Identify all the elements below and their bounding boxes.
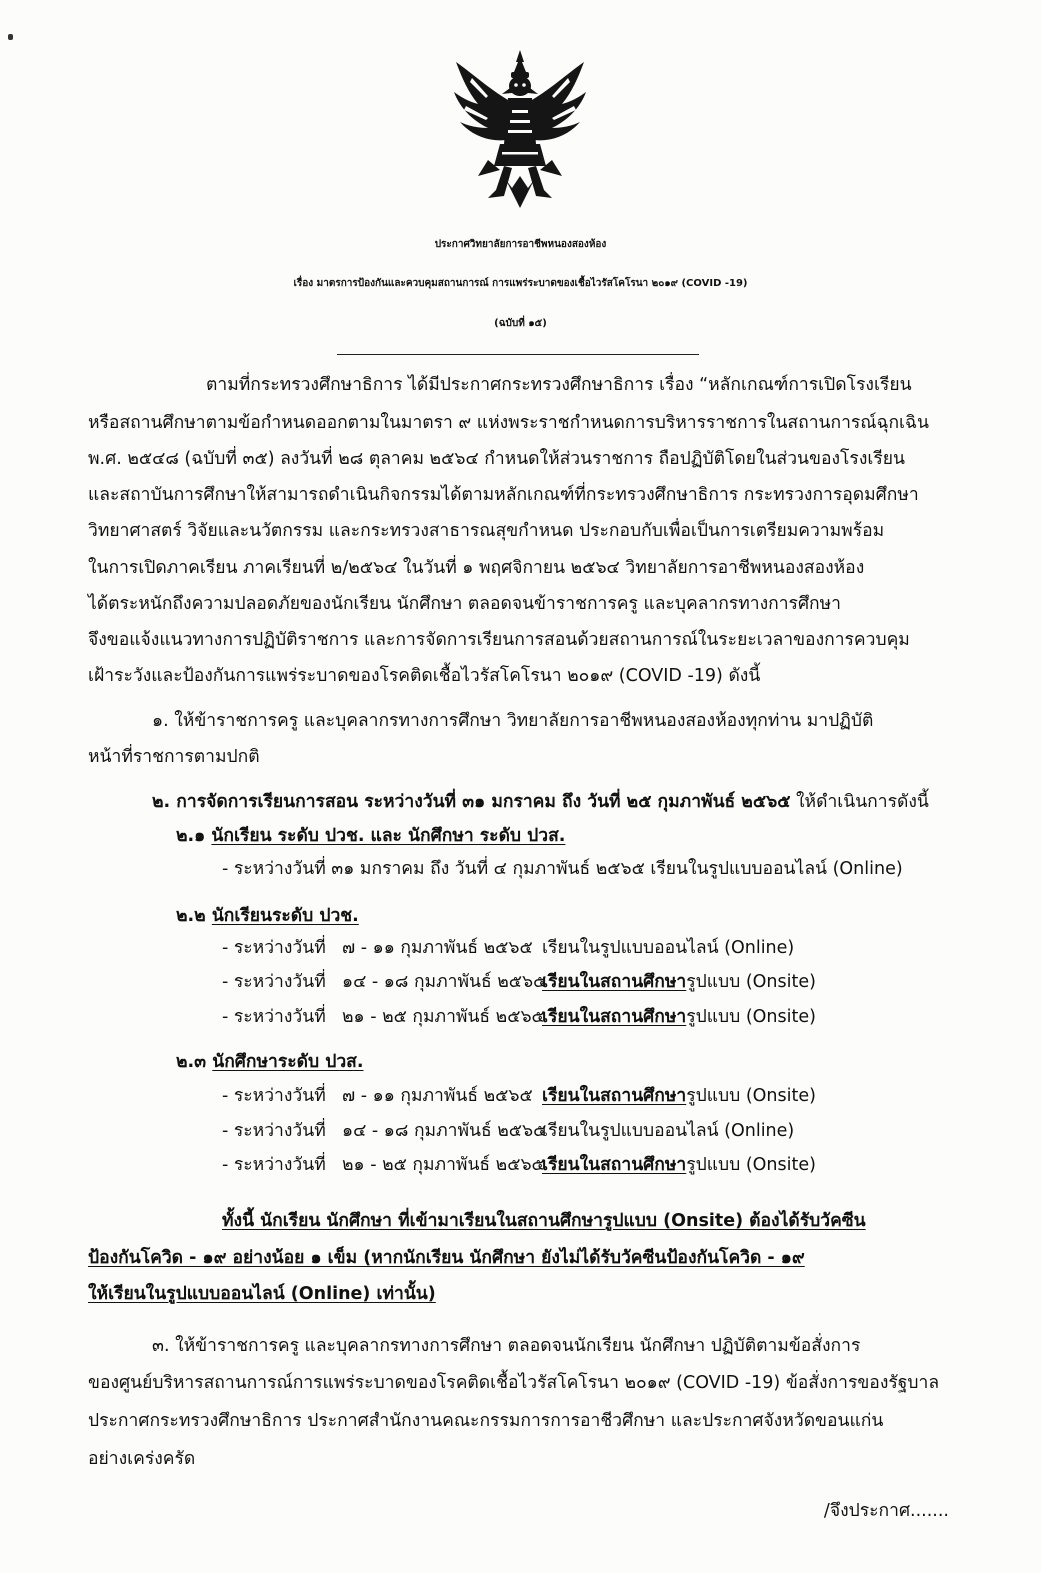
continued-marker: /จึงประกาศ....... [823, 1501, 949, 1521]
schedule-mode: เรียนในรูปแบบออนไลน์ (Online) [542, 938, 795, 958]
intro-line: หรือสถานศึกษาตามข้อกำหนดออกตามในมาตรา ๙ แห่งพระราชกำหนดการบริหารราชการในสถานการณ์ฉุกเฉิน [88, 413, 929, 433]
intro-line: ได้ตระหนักถึงความปลอดภัยของนักเรียน นักศึกษา ตลอดจนข้าราชการครู และบุคลากรทางการศึกษา [88, 594, 842, 614]
intro-line: ตามที่กระทรวงศึกษาธิการ ได้มีประกาศกระทรวงศึกษาธิการ เรื่อง “หลักเกณฑ์การเปิดโรงเรียน [206, 375, 912, 395]
section-2-2-title: นักเรียนระดับ ปวช. [211, 906, 359, 926]
section-2-1-title: นักเรียน ระดับ ปวช. และ นักศึกษา ระดับ ปวส. [211, 826, 566, 846]
section-2-1-schedule: - ระหว่างวันที่ ๓๑ มกราคม ถึง วันที่ ๔ กุมภาพันธ์ ๒๕๖๕ เรียนในรูปแบบออนไลน์ (Online) [222, 859, 903, 879]
announcement-subject: เรื่อง มาตรการป้องกันและควบคุมสถานการณ์ การแพร่ระบาดของเชื้อไวรัสโคโรนา ๒๐๑๙ (COVID -19) [293, 278, 748, 289]
schedule-label: - ระหว่างวันที่ [222, 1155, 326, 1175]
announcement-title: ประกาศวิทยาลัยการอาชีพหนองสองห้อง [434, 239, 607, 250]
schedule-label: - ระหว่างวันที่ [222, 938, 326, 958]
section-2-2-number: ๒.๒ [176, 906, 212, 926]
schedule-label: - ระหว่างวันที่ [222, 1121, 326, 1141]
schedule-row [222, 1004, 816, 1030]
schedule-mode: รูปแบบ (Onsite) [686, 972, 816, 992]
item1-line: ๑. ให้ข้าราชการครู และบุคลากรทางการศึกษา วิทยาลัยการอาชีพหนองสองห้องทุกท่าน มาปฏิบัติ [152, 711, 874, 731]
intro-line: และสถาบันการศึกษาให้สามารถดำเนินกิจกรรมได้ตามหลักเกณฑ์ที่กระทรวงศึกษาธิการ กระทรวงการอุดมศึกษา [88, 485, 919, 505]
schedule-date: ๒๑ - ๒๕ กุมภาพันธ์ ๒๕๖๕ [342, 1155, 545, 1175]
item3-line: อย่างเคร่งครัด [88, 1449, 196, 1469]
vaccine-notice-line: ป้องกันโควิด - ๑๙ อย่างน้อย ๑ เข็ม (หากนักเรียน นักศึกษา ยังไม่ได้รับวัคซีนป้องกันโควิด - ๑๙ [88, 1248, 805, 1268]
section-2-1-number: ๒.๑ [176, 826, 212, 846]
intro-line: วิทยาศาสตร์ วิจัยและนวัตกรรม และกระทรวงสาธารณสุขกำหนด ประกอบกับเพื่อเป็นการเตรียมความพร้อม [88, 521, 885, 541]
schedule-mode-emphasis: เรียนในสถานศึกษา [542, 1155, 687, 1175]
schedule-label: - ระหว่างวันที่ [222, 972, 326, 992]
schedule-mode: เรียนในรูปแบบออนไลน์ (Online) [542, 1121, 795, 1141]
item2-heading-rest: ให้ดำเนินการดังนี้ [790, 792, 929, 812]
schedule-date: ๗ - ๑๑ กุมภาพันธ์ ๒๕๖๕ [342, 1086, 533, 1106]
vaccine-notice-line: ให้เรียนในรูปแบบออนไลน์ (Online) เท่านั้น) [88, 1284, 436, 1304]
intro-line: พ.ศ. ๒๕๔๘ (ฉบับที่ ๓๕) ลงวันที่ ๒๘ ตุลาคม ๒๕๖๔ กำหนดให้ส่วนราชการ ถือปฏิบัติโดยในส่วนของโรงเรียน [88, 449, 905, 469]
item3-line: ประกาศกระทรวงศึกษาธิการ ประกาศสำนักงานคณะกรรมการการอาชีวศึกษา และประกาศจังหวัดขอนแก่น [88, 1411, 884, 1431]
section-2-3-heading [176, 1049, 364, 1075]
garuda-emblem-icon [448, 48, 592, 213]
schedule-row [222, 1152, 816, 1178]
section-2-2-heading [176, 903, 359, 929]
item1-line: หน้าที่ราชการตามปกติ [88, 747, 260, 767]
schedule-mode-emphasis: เรียนในสถานศึกษา [542, 1086, 687, 1106]
schedule-label: - ระหว่างวันที่ [222, 1086, 326, 1106]
section-2-3-title: นักศึกษาระดับ ปวส. [212, 1052, 364, 1072]
schedule-row [222, 935, 794, 961]
intro-line: ในการเปิดภาคเรียน ภาคเรียนที่ ๒/๒๕๖๔ ในวันที่ ๑ พฤศจิกายน ๒๕๖๔ วิทยาลัยการอาชีพหนองสองห้อง [88, 558, 865, 578]
schedule-mode: รูปแบบ (Onsite) [686, 1007, 816, 1027]
schedule-mode: รูปแบบ (Onsite) [686, 1155, 816, 1175]
schedule-mode-emphasis: เรียนในสถานศึกษา [542, 1007, 687, 1027]
item2-heading [152, 789, 929, 815]
schedule-date: ๑๔ - ๑๘ กุมภาพันธ์ ๒๕๖๕ [342, 972, 547, 992]
section-2-3-number: ๒.๓ [176, 1052, 213, 1072]
schedule-row [222, 969, 816, 995]
item3-line: ๓. ให้ข้าราชการครู และบุคลากรทางการศึกษา ตลอดจนนักเรียน นักศึกษา ปฏิบัติตามข้อสั่งการ [152, 1336, 861, 1356]
title-divider [337, 354, 699, 355]
schedule-mode: รูปแบบ (Onsite) [686, 1086, 816, 1106]
schedule-date: ๗ - ๑๑ กุมภาพันธ์ ๒๕๖๕ [342, 938, 533, 958]
item3-line: ของศูนย์บริหารสถานการณ์การแพร่ระบาดของโรคติดเชื้อไวรัสโคโรนา ๒๐๑๙ (COVID -19) ข้อสั่งการของรัฐบาล [88, 1373, 940, 1393]
intro-line: เฝ้าระวังและป้องกันการแพร่ระบาดของโรคติดเชื้อไวรัสโคโรนา ๒๐๑๙ (COVID -19) ดังนี้ [88, 666, 761, 686]
section-2-1-heading [176, 823, 565, 849]
scan-speck [8, 34, 13, 40]
schedule-date: ๑๔ - ๑๘ กุมภาพันธ์ ๒๕๖๕ [342, 1121, 547, 1141]
schedule-row [222, 1118, 794, 1144]
intro-line: จึงขอแจ้งแนวทางการปฏิบัติราชการ และการจัดการเรียนการสอนด้วยสถานการณ์ในระยะเวลาของการควบคุม [88, 630, 910, 650]
announcement-edition: (ฉบับที่ ๑๕) [494, 318, 547, 329]
schedule-label: - ระหว่างวันที่ [222, 1007, 326, 1027]
schedule-row [222, 1083, 816, 1109]
schedule-mode-emphasis: เรียนในสถานศึกษา [542, 972, 687, 992]
vaccine-notice-line: ทั้งนี้ นักเรียน นักศึกษา ที่เข้ามาเรียนในสถานศึกษารูปแบบ (Onsite) ต้องได้รับวัคซีน [222, 1211, 866, 1231]
schedule-date: ๒๑ - ๒๕ กุมภาพันธ์ ๒๕๖๕ [342, 1007, 545, 1027]
item2-heading-bold: ๒. การจัดการเรียนการสอน ระหว่างวันที่ ๓๑ มกราคม ถึง วันที่ ๒๕ กุมภาพันธ์ ๒๕๖๕ [152, 792, 791, 812]
